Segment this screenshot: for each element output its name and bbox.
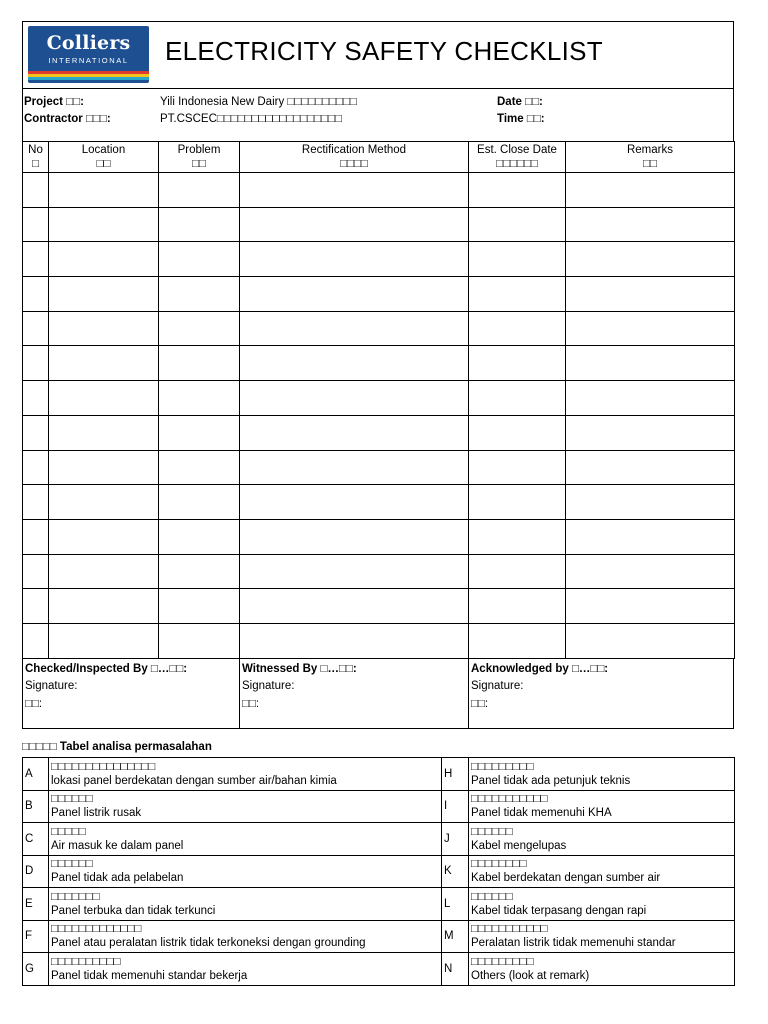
cell-remarks[interactable]	[566, 519, 735, 554]
cell-no[interactable]	[23, 277, 49, 312]
logo-subtitle: INTERNATIONAL	[48, 56, 129, 65]
time-label: Time □□:	[497, 113, 545, 125]
table-row	[23, 381, 735, 416]
cell-rectification[interactable]	[240, 242, 469, 277]
analysis-code: L	[442, 888, 469, 921]
cell-location[interactable]	[49, 589, 159, 624]
table-row	[23, 519, 735, 554]
cell-close-date[interactable]	[469, 311, 566, 346]
analysis-desc: □□□□□ Air masuk ke dalam panel	[49, 823, 442, 856]
cell-no[interactable]	[23, 415, 49, 450]
analysis-code: G	[23, 953, 49, 986]
cell-location[interactable]	[49, 519, 159, 554]
analysis-desc: □□□□□□□□□□□ Peralatan listrik tidak memenuhi standar	[469, 920, 735, 953]
table-row	[23, 311, 735, 346]
cell-location[interactable]	[49, 242, 159, 277]
cell-problem[interactable]	[159, 207, 240, 242]
table-row	[23, 485, 735, 520]
cell-rectification[interactable]	[240, 485, 469, 520]
cell-problem[interactable]	[159, 450, 240, 485]
analysis-code: E	[23, 888, 49, 921]
findings-table	[22, 141, 735, 659]
cell-problem[interactable]	[159, 242, 240, 277]
cell-location[interactable]	[49, 381, 159, 416]
cell-close-date[interactable]	[469, 589, 566, 624]
cell-close-date[interactable]	[469, 381, 566, 416]
table-row	[23, 415, 735, 450]
analysis-table	[22, 757, 735, 986]
contractor-label: Contractor □□□:	[24, 113, 111, 125]
analysis-title: □□□□□ Tabel analisa permasalahan	[22, 741, 212, 753]
table-row	[23, 346, 735, 381]
checked-signature-label: Signature:	[25, 680, 78, 693]
analysis-row	[23, 953, 735, 986]
cell-rectification[interactable]	[240, 519, 469, 554]
cell-close-date[interactable]	[469, 173, 566, 208]
checked-by-label: Checked/Inspected By □…□□:	[25, 662, 188, 675]
cell-no[interactable]	[23, 485, 49, 520]
cell-rectification[interactable]	[240, 554, 469, 589]
cell-remarks[interactable]	[566, 589, 735, 624]
logo-wordmark: Colliers	[46, 32, 131, 54]
cell-problem[interactable]	[159, 623, 240, 658]
cell-no[interactable]	[23, 623, 49, 658]
cell-problem[interactable]	[159, 519, 240, 554]
analysis-code: M	[442, 920, 469, 953]
checked-by-block	[23, 659, 240, 728]
cell-no[interactable]	[23, 519, 49, 554]
cell-rectification[interactable]	[240, 311, 469, 346]
analysis-code: D	[23, 855, 49, 888]
cell-location[interactable]	[49, 277, 159, 312]
cell-no[interactable]	[23, 173, 49, 208]
analysis-code: B	[23, 790, 49, 823]
cell-no[interactable]	[23, 242, 49, 277]
analysis-desc: □□□□□□□□ Kabel berdekatan dengan sumber air	[469, 855, 735, 888]
analysis-desc: □□□□□□ Panel listrik rusak	[49, 790, 442, 823]
analysis-code: C	[23, 823, 49, 856]
project-label: Project □□:	[24, 96, 84, 108]
cell-problem[interactable]	[159, 485, 240, 520]
witnessed-signature-label: Signature:	[242, 680, 295, 693]
cell-no[interactable]	[23, 450, 49, 485]
analysis-code: F	[23, 920, 49, 953]
cell-location[interactable]	[49, 554, 159, 589]
cell-remarks[interactable]	[566, 242, 735, 277]
cell-rectification[interactable]	[240, 623, 469, 658]
cell-remarks[interactable]	[566, 554, 735, 589]
table-row	[23, 207, 735, 242]
analysis-desc: □□□□□□□□□ Panel tidak ada petunjuk teknis	[469, 758, 735, 791]
signature-section	[22, 659, 734, 729]
cell-close-date[interactable]	[469, 485, 566, 520]
page-title: ELECTRICITY SAFETY CHECKLIST	[165, 36, 603, 66]
logo-stripe-teal	[28, 77, 149, 80]
cell-remarks[interactable]	[566, 207, 735, 242]
col-header-location: Location □□	[49, 142, 159, 173]
cell-problem[interactable]	[159, 554, 240, 589]
analysis-desc: □□□□□□□□□□□□□□□ lokasi panel berdekatan dengan sumber air/bahan kimia	[49, 758, 442, 791]
cell-no[interactable]	[23, 311, 49, 346]
analysis-desc: □□□□□□□ Panel terbuka dan tidak terkunci	[49, 888, 442, 921]
analysis-desc: □□□□□□ Panel tidak ada pelabelan	[49, 855, 442, 888]
analysis-desc: □□□□□□ Kabel mengelupas	[469, 823, 735, 856]
acknowledged-date-label: □□:	[471, 697, 489, 710]
cell-location[interactable]	[49, 485, 159, 520]
analysis-desc: □□□□□□□□□□□□□ Panel atau peralatan listrik tidak terkoneksi dengan grounding	[49, 920, 442, 953]
cell-remarks[interactable]	[566, 311, 735, 346]
header	[22, 21, 734, 88]
project-info	[22, 88, 734, 141]
cell-close-date[interactable]	[469, 450, 566, 485]
cell-problem[interactable]	[159, 311, 240, 346]
col-header-problem: Problem □□	[159, 142, 240, 173]
analysis-desc: □□□□□□□□□□□ Panel tidak memenuhi KHA	[469, 790, 735, 823]
cell-close-date[interactable]	[469, 346, 566, 381]
table-row	[23, 242, 735, 277]
analysis-row	[23, 888, 735, 921]
cell-remarks[interactable]	[566, 415, 735, 450]
witnessed-by-block	[240, 659, 469, 728]
witnessed-by-label: Witnessed By □…□□:	[242, 662, 357, 675]
cell-problem[interactable]	[159, 277, 240, 312]
cell-remarks[interactable]	[566, 450, 735, 485]
witnessed-date-label: □□:	[242, 697, 260, 710]
analysis-code: I	[442, 790, 469, 823]
cell-location[interactable]	[49, 311, 159, 346]
date-label: Date □□:	[497, 96, 543, 108]
acknowledged-by-block	[469, 659, 733, 728]
cell-rectification[interactable]	[240, 450, 469, 485]
analysis-desc: □□□□□□□□□□ Panel tidak memenuhi standar bekerja	[49, 953, 442, 986]
table-row	[23, 450, 735, 485]
cell-rectification[interactable]	[240, 346, 469, 381]
col-header-remarks: Remarks □□	[566, 142, 735, 173]
cell-close-date[interactable]	[469, 623, 566, 658]
analysis-code: H	[442, 758, 469, 791]
cell-no[interactable]	[23, 589, 49, 624]
cell-location[interactable]	[49, 346, 159, 381]
cell-remarks[interactable]	[566, 485, 735, 520]
cell-remarks[interactable]	[566, 623, 735, 658]
cell-remarks[interactable]	[566, 173, 735, 208]
cell-close-date[interactable]	[469, 277, 566, 312]
cell-problem[interactable]	[159, 589, 240, 624]
table-header-row	[23, 142, 735, 173]
cell-problem[interactable]	[159, 346, 240, 381]
cell-no[interactable]	[23, 554, 49, 589]
cell-problem[interactable]	[159, 415, 240, 450]
analysis-row	[23, 790, 735, 823]
cell-rectification[interactable]	[240, 589, 469, 624]
cell-problem[interactable]	[159, 173, 240, 208]
col-header-no: No □	[23, 142, 49, 173]
col-header-close-date: Est. Close Date □□□□□□	[469, 142, 566, 173]
acknowledged-by-label: Acknowledged by □…□□:	[471, 662, 609, 675]
col-header-rectification: Rectification Method □□□□	[240, 142, 469, 173]
cell-rectification[interactable]	[240, 207, 469, 242]
cell-no[interactable]	[23, 346, 49, 381]
table-row	[23, 589, 735, 624]
analysis-row	[23, 823, 735, 856]
cell-location[interactable]	[49, 173, 159, 208]
checklist-sheet	[22, 21, 734, 729]
analysis-code: J	[442, 823, 469, 856]
cell-close-date[interactable]	[469, 242, 566, 277]
cell-rectification[interactable]	[240, 173, 469, 208]
cell-no[interactable]	[23, 381, 49, 416]
analysis-desc: □□□□□□ Kabel tidak terpasang dengan rapi	[469, 888, 735, 921]
analysis-desc: □□□□□□□□□ Others (look at remark)	[469, 953, 735, 986]
analysis-row	[23, 855, 735, 888]
cell-no[interactable]	[23, 207, 49, 242]
cell-location[interactable]	[49, 450, 159, 485]
cell-problem[interactable]	[159, 381, 240, 416]
analysis-code: N	[442, 953, 469, 986]
table-row	[23, 173, 735, 208]
contractor-value: PT.CSCEC□□□□□□□□□□□□□□□□□□	[160, 113, 342, 125]
cell-close-date[interactable]	[469, 519, 566, 554]
cell-close-date[interactable]	[469, 554, 566, 589]
analysis-code: A	[23, 758, 49, 791]
cell-rectification[interactable]	[240, 415, 469, 450]
cell-remarks[interactable]	[566, 381, 735, 416]
table-row	[23, 554, 735, 589]
checked-date-label: □□:	[25, 697, 43, 710]
table-row	[23, 277, 735, 312]
colliers-logo	[28, 26, 149, 83]
cell-location[interactable]	[49, 207, 159, 242]
cell-close-date[interactable]	[469, 207, 566, 242]
acknowledged-signature-label: Signature:	[471, 680, 524, 693]
cell-close-date[interactable]	[469, 415, 566, 450]
cell-location[interactable]	[49, 623, 159, 658]
cell-rectification[interactable]	[240, 381, 469, 416]
cell-remarks[interactable]	[566, 346, 735, 381]
cell-remarks[interactable]	[566, 277, 735, 312]
cell-rectification[interactable]	[240, 277, 469, 312]
cell-location[interactable]	[49, 415, 159, 450]
table-row	[23, 623, 735, 658]
analysis-row	[23, 758, 735, 791]
project-value: Yili Indonesia New Dairy □□□□□□□□□□	[160, 96, 357, 108]
analysis-row	[23, 920, 735, 953]
analysis-code: K	[442, 855, 469, 888]
